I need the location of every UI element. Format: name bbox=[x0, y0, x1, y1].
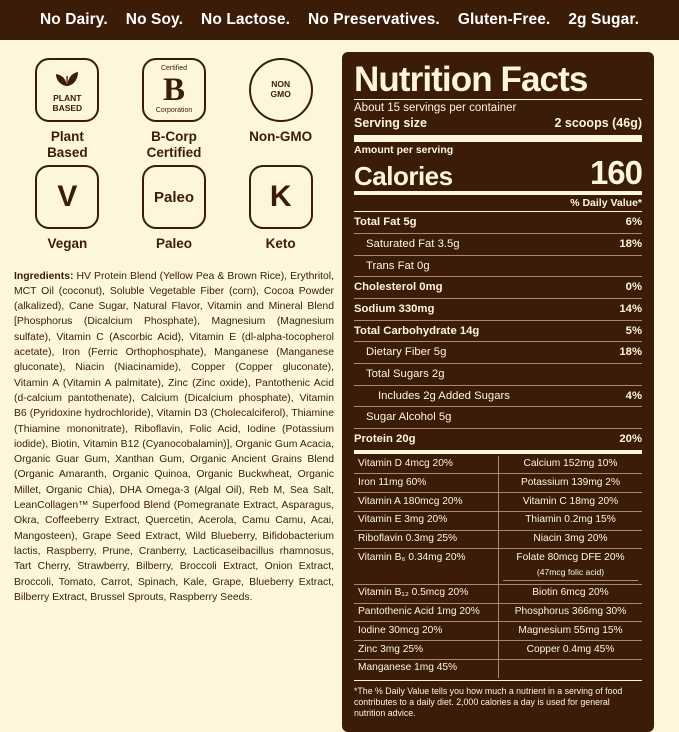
b-corp-letter: B bbox=[162, 71, 185, 108]
nutrition-facts-title: Nutrition Facts bbox=[354, 60, 588, 99]
folate-main: Folate 80mcg DFE 20% bbox=[516, 551, 625, 563]
claim-no-soy: No Soy. bbox=[125, 11, 184, 28]
non-gmo-mark bbox=[249, 58, 313, 122]
claims-banner bbox=[0, 0, 679, 40]
nutrient-name: Trans Fat 0g bbox=[366, 259, 430, 272]
micronutrient-cell: Vitamin B₆ 0.34mg 20% bbox=[354, 549, 498, 584]
claim-2g-sugar: 2g Sugar. bbox=[568, 11, 640, 28]
micronutrient-cell: Copper 0.4mg 45% bbox=[498, 641, 642, 660]
b-corp-mark bbox=[142, 58, 206, 122]
paleo-mark bbox=[142, 165, 206, 229]
badge-caption-vegan: Vegan bbox=[47, 236, 88, 252]
nutrient-dv: 6% bbox=[625, 216, 642, 229]
nutrient-dv: 14% bbox=[619, 302, 642, 315]
claim-no-dairy: No Dairy. bbox=[39, 11, 108, 28]
nutrient-row-sodium bbox=[354, 301, 642, 318]
micronutrient-cell: Vitamin A 180mcg 20% bbox=[354, 493, 498, 512]
micronutrient-cell: Iodine 30mcg 20% bbox=[354, 622, 498, 641]
serving-size-value: 2 scoops (46g) bbox=[554, 116, 642, 130]
b-corp-bottom-text: Corporation bbox=[155, 106, 193, 114]
badge-paleo bbox=[121, 165, 228, 252]
micronutrient-cell: Niacin 3mg 20% bbox=[498, 531, 642, 550]
nutrient-row-trans-fat bbox=[354, 258, 642, 275]
certification-badges bbox=[14, 58, 334, 253]
badge-vegan bbox=[14, 165, 121, 252]
nutrient-name: Total Carbohydrate 14g bbox=[354, 324, 480, 337]
micronutrient-cell: Manganese 1mg 45% bbox=[358, 662, 458, 674]
nutrient-name: Total Fat 5g bbox=[354, 216, 417, 229]
serving-size-label: Serving size bbox=[354, 116, 427, 130]
non-gmo-text: NON GMO bbox=[270, 79, 291, 99]
nutrient-dv: 4% bbox=[625, 389, 642, 402]
nutrient-row-total-sugars bbox=[354, 366, 642, 383]
nutrient-row-sugar-alcohol bbox=[354, 409, 642, 426]
claim-no-preservatives: No Preservatives. bbox=[308, 11, 440, 28]
leaf-icon bbox=[54, 67, 80, 92]
nutrient-row-dietary-fiber bbox=[354, 344, 642, 361]
nutrient-row-added-sugars bbox=[354, 388, 642, 405]
nutrient-row-protein bbox=[354, 431, 642, 448]
calories-row bbox=[354, 154, 642, 192]
ingredients-text: HV Protein Blend (Yellow Pea & Brown Rice), Erythritol, MCT Oil (coconut), Soluble Vegetable Fiber (corn), Cocoa Powder (alkalized), Cane Sugar, Natural Flavor, Vitamin and Mineral Blend [Phosphorus (Dicalcium Phosphate), Magnesium (Magnesium sulfate), Vitamin C (Ascorbic Acid), Vitamin E (dl-alpha-tocopherol acetate), Iron (Ferric Orthophosphate), Manganese (Manganese gluconate), Niacin (Niacinamide), Copper (Copper gluconate), Vitamin A (Vitamin A palmitate), Zinc (Zinc oxide), Pantothenic Acid (d-calcium pantothenate), Calcium (Dicalcium phosphate), Vitamin B6 (Pyridoxine hydrochloride), Vitamin D3 (Cholecalciferol), Thiamine (Thiamine mononitrate), Riboflavin, Folic Acid, Iodine (Potassium iodide), Biotin, Vitamin B12 (Cyanocobalamin)], Organic Gum Acacia, Organic Guar Gum, Xanthan Gum, Organic Ancient Grains Blend (Organic Amaranth, Organic Quinoa, Organic Buckwheat, Organic Millet, Organic Chia), DHA Omega-3 (Algal Oil), Reb M, Sea Salt, LeanCollagen™ Superfood Blend (Pomegranate Extract, Asparagus, Okra, Coffeeberry Extract, Quercetin, Acerola, Camu Camu, Acai, Mangosteen), Grape Seed Extract, Wild Blueberry, Bifidobacterium lactis, Raspberry, Prune, Cranberry, Lacticaseibacillus rhamnosus, Tart Cherry, Strawberry, Bilberry, Broccoli Extract, Onion Extract, Broccoli, Tomato, Carrot, Spinach, Kale, Grape, Blueberry Extract, Bilberry Extract, Brussel Sprouts, Raspberry Seeds. bbox=[14, 270, 334, 603]
keto-mark bbox=[249, 165, 313, 229]
micronutrient-cell: Riboflavin 0.3mg 25% bbox=[354, 531, 498, 550]
nutrient-name: Protein 20g bbox=[354, 432, 416, 445]
micronutrient-cell: Calcium 152mg 10% bbox=[498, 456, 642, 475]
ingredients-label: Ingredients: bbox=[14, 270, 74, 282]
nutrient-dv: 0% bbox=[625, 281, 642, 294]
nutrient-name: Includes 2g Added Sugars bbox=[378, 389, 510, 402]
micronutrient-cell: Magnesium 55mg 15% bbox=[498, 622, 642, 641]
nutrient-dv: 18% bbox=[619, 346, 642, 359]
badge-non-gmo bbox=[227, 58, 334, 161]
micronutrient-cell bbox=[498, 660, 642, 678]
nutrition-facts-panel bbox=[342, 52, 654, 732]
micronutrient-cell-folate bbox=[498, 549, 642, 584]
micronutrient-cell: Vitamin E 3mg 20% bbox=[354, 512, 498, 531]
badge-plant-based bbox=[14, 58, 121, 161]
badge-caption-paleo: Paleo bbox=[155, 236, 192, 252]
right-column bbox=[342, 50, 654, 732]
micronutrient-cell: Vitamin C 18mg 20% bbox=[498, 493, 642, 512]
badge-keto bbox=[227, 165, 334, 252]
badge-b-corp bbox=[121, 58, 228, 161]
nutrient-name: Total Sugars 2g bbox=[366, 367, 445, 380]
nutrient-row-total-carbohydrate bbox=[354, 323, 642, 340]
vegan-mark bbox=[35, 165, 99, 229]
micronutrients-table bbox=[354, 456, 642, 678]
nutrient-name: Sodium 330mg bbox=[354, 302, 435, 315]
keto-letter: K bbox=[269, 180, 292, 214]
micronutrient-cell: Phosphorus 366mg 30% bbox=[498, 604, 642, 623]
badge-caption-non-gmo: Non-GMO bbox=[249, 129, 313, 144]
calories-label: Calories bbox=[354, 161, 453, 192]
claim-gluten-free: Gluten-Free. bbox=[457, 11, 551, 28]
nutrient-name: Sugar Alcohol 5g bbox=[366, 411, 452, 424]
nutrient-name: Dietary Fiber 5g bbox=[366, 346, 447, 359]
nutrient-row-cholesterol bbox=[354, 279, 642, 296]
nutrient-dv: 5% bbox=[625, 324, 642, 337]
vegan-letter: V bbox=[57, 180, 78, 214]
nutrient-name: Cholesterol 0mg bbox=[354, 281, 443, 294]
plant-based-text: PLANT BASED bbox=[52, 92, 83, 113]
micronutrient-cell: Iron 11mg 60% bbox=[354, 474, 498, 493]
nutrient-name: Saturated Fat 3.5g bbox=[366, 237, 460, 250]
b-corp-top-text: Certified bbox=[160, 65, 188, 73]
servings-per-container: About 15 servings per container bbox=[354, 102, 517, 114]
micronutrient-cell: Thiamin 0.2mg 15% bbox=[498, 512, 642, 531]
micronutrient-cell: Zinc 3mg 25% bbox=[354, 641, 498, 660]
daily-value-footnote: *The % Daily Value tells you how much a nutrient in a serving of food contributes to a daily diet. 2,000 calories a day is used for general nutrition advice. bbox=[354, 685, 623, 719]
micronutrient-cell: Biotin 6mcg 20% bbox=[498, 585, 642, 604]
paleo-word: Paleo bbox=[153, 188, 194, 206]
claim-no-lactose: No Lactose. bbox=[201, 11, 291, 28]
nutrient-dv: 18% bbox=[619, 237, 642, 250]
left-column bbox=[14, 50, 334, 732]
amount-per-serving-label: Amount per serving bbox=[354, 144, 454, 157]
badge-caption-b-corp: B-Corp Certified bbox=[146, 129, 202, 161]
badge-caption-keto: Keto bbox=[265, 236, 296, 252]
calories-value: 160 bbox=[589, 154, 642, 192]
ingredients-block bbox=[14, 269, 334, 606]
micronutrient-cell: Pantothenic Acid 1mg 20% bbox=[354, 604, 498, 623]
folate-sub: (47mcg folic acid) bbox=[503, 565, 638, 582]
micronutrient-cell: Potassium 139mg 2% bbox=[498, 474, 642, 493]
plant-based-mark bbox=[35, 58, 99, 122]
nutrient-row-saturated-fat bbox=[354, 236, 642, 253]
nutrient-row-total-fat bbox=[354, 214, 642, 231]
badge-caption-plant-based: Plant Based bbox=[47, 129, 88, 161]
daily-value-header: % Daily Value* bbox=[570, 197, 642, 210]
nutrient-dv: 20% bbox=[619, 432, 642, 445]
micronutrient-cell: Vitamin D 4mcg 20% bbox=[354, 456, 498, 475]
micronutrient-cell: Vitamin B₁₂ 0.5mcg 20% bbox=[354, 585, 498, 604]
